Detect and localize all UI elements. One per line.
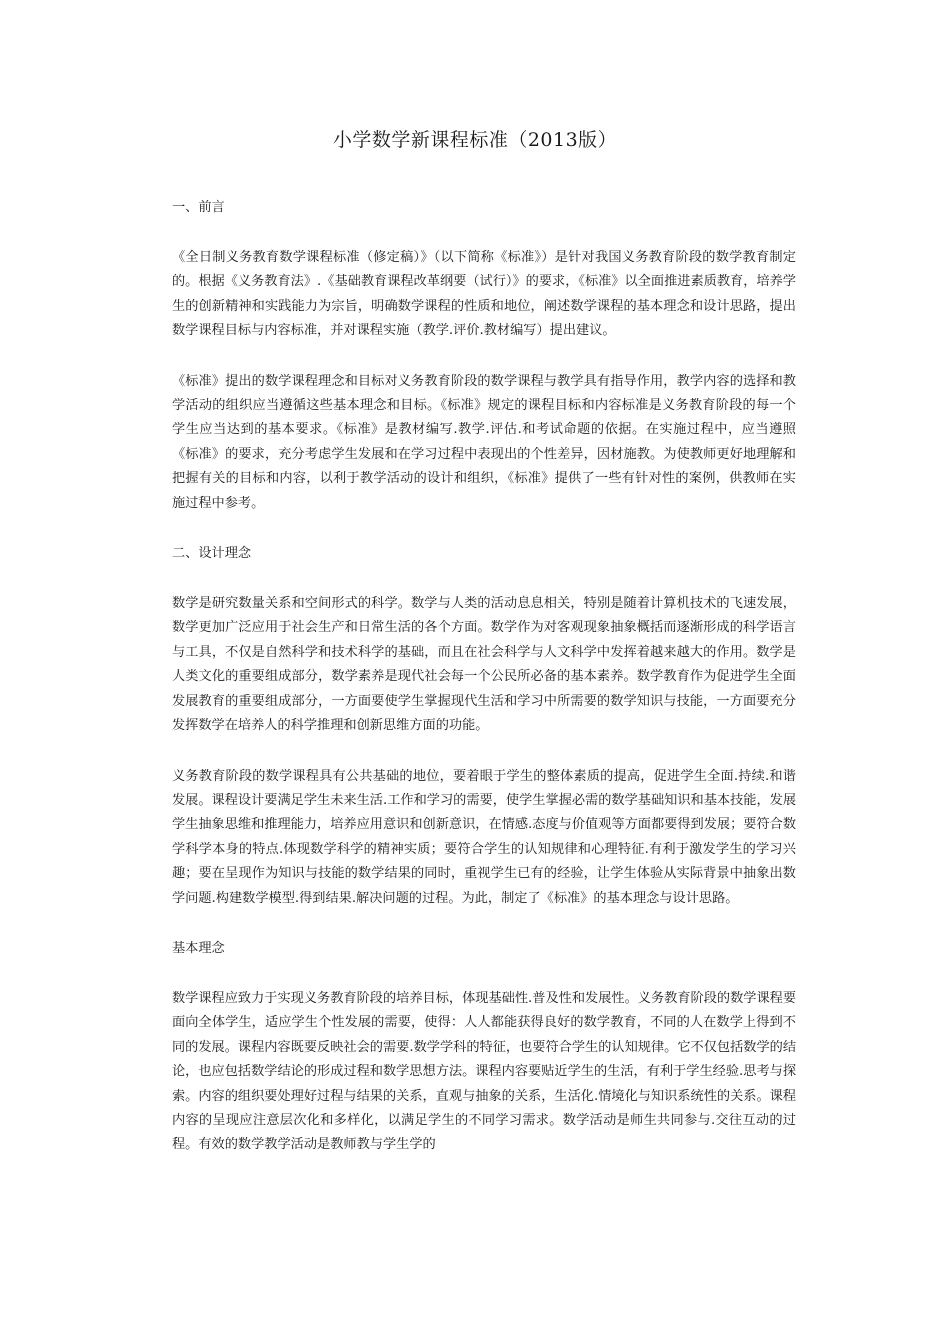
section-heading: 基本理念 — [172, 940, 225, 956]
section-design-concept — [172, 542, 796, 937]
paragraph: 《标准》提出的数学课程理念和目标对义务教育阶段的数学课程与教学具有指导作用，教学内容的选择和教学活动的组织应当遵循这些基本理念和目标。《标准》规定的课程目标和内容标准是义务教育阶段的每一个学生应当达到的基本要求。《标准》是教材编写.教学.评估.和考试命题的依据。在实施过程中，应当遵照《标准》的要求，充分考虑学生发展和在学习过程中表现出的个性差异，因材施教。为使教师更好地理解和把握有关的目标和内容，以利于教学活动的设计和组织，《标准》提供了一些有针对性的案例，供教师在实施过程中参考。 — [172, 373, 796, 511]
paragraph: 义务教育阶段的数学课程具有公共基础的地位，要着眼于学生的整体素质的提高，促进学生全面.持续.和谐发展。课程设计要满足学生未来生活.工作和学习的需要，使学生掌握必需的数学基础知识和基本技能，发展学生抽象思维和推理能力，培养应用意识和创新意识，在情感.态度与价值观等方面都要得到发展；要符合数学科学本身的特点.体现数学科学的精神实质；要符合学生的认知规律和心理特征.有利于激发学生的学习兴趣；要在呈现作为知识与技能的数学结果的同时，重视学生已有的经验，让学生体验从实际背景中抽象出数学问题.构建数学模型.得到结果.解决问题的过程。为此，制定了《标准》的基本理念与设计思路。 — [172, 768, 797, 906]
section-heading: 二、设计理念 — [172, 546, 252, 562]
paragraph: 数学是研究数量关系和空间形式的科学。数学与人类的活动息息相关，特别是随着计算机技术的飞速发展，数学更加广泛应用于社会生产和日常生活的各个方面。数学作为对客观现象抽象概括而逐渐形成的科学语言与工具，不仅是自然科学和技术科学的基础，而且在社会科学与人文科学中发挥着越来越大的作用。数学是人类文化的重要组成部分，数学素养是现代社会每一个公民所必备的基本素养。数学教育作为促进学生全面发展教育的重要组成部分，一方面要使学生掌握现代生活和学习中所需要的数学知识与技能，一方面要充分发挥数学在培养人的科学推理和创新思维方面的功能。 — [172, 596, 796, 734]
section-basic-concept — [172, 937, 796, 1158]
document-title: 小学数学新课程标准（2013版） — [332, 129, 618, 151]
paragraph: 《全日制义务教育数学课程标准（修定稿）》（以下简称《标准》）是针对我国义务教育阶段的数学教育制定的。根据《义务教育法》.《基础教育课程改革纲要（试行）》的要求，《标准》以全面推进素质教育，培养学生的创新精神和实践能力为宗旨，明确数学课程的性质和地位，阐述数学课程的基本理念和设计思路，提出数学课程目标与内容标准，并对课程实施（教学.评价.教材编写）提出建议。 — [172, 250, 796, 339]
section-heading: 一、前言 — [172, 200, 225, 215]
paragraph: 数学课程应致力于实现义务教育阶段的培养目标，体现基础性.普及性和发展性。义务教育阶段的数学课程要面向全体学生，适应学生个性发展的需要，使得：人人都能获得良好的数学教育，不同的人在数学上得到不同的发展。课程内容既要反映社会的需要.数学学科的特征，也要符合学生的认知规律。它不仅包括数学的结论，也应包括数学结论的形成过程和数学思想方法。课程内容要贴近学生的生活，有利于学生经验.思考与探索。内容的组织要处理好过程与结果的关系，直观与抽象的关系，生活化.情境化与知识系统性的关系。课程内容的呈现应注意层次化和多样化，以满足学生的不同学习需求。数学活动是师生共同参与.交往互动的过程。有效的数学教学活动是教师教与学生学的 — [172, 990, 797, 1153]
document-body — [172, 196, 796, 1158]
section-preface — [172, 196, 796, 542]
